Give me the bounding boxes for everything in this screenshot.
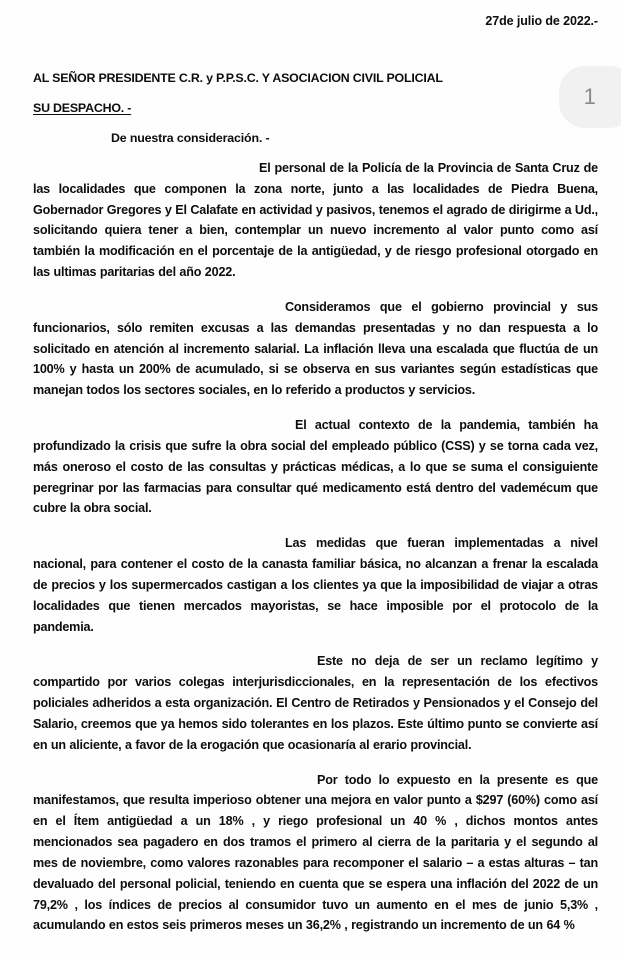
despacho-text: SU DESPACHO. - xyxy=(33,101,132,115)
document-despacho xyxy=(33,101,131,115)
body-paragraph: Las medidas que fueran implementadas a nivel nacional, para contener el costo de la canasta familiar básica, no alcanzan a frenar la escalada de precios y los supermercados castigan a los clientes ya que la imposibilidad de viajar a otras localidades que tienen mercados mayoristas, se hace imposible por el protocolo de la pandemia. xyxy=(33,536,598,634)
document-addressee: AL SEÑOR PRESIDENTE C.R. y P.P.S.C. Y ASOCIACION CIVIL POLICIAL xyxy=(33,71,443,85)
body-paragraph: El actual contexto de la pandemia, también ha profundizado la crisis que sufre la obra social del empleado público (CSS) y se torna cada vez, más oneroso el costo de las consultas y prácticas médicas, a lo que se suma el consiguiente peregrinar por las farmacias para consultar qué medicamento está dentro del vademécum que cubre la obra social. xyxy=(33,418,598,516)
body-paragraph: El personal de la Policía de la Provincia de Santa Cruz de las localidades que componen la zona norte, junto a las localidades de Piedra Buena, Gobernador Gregores y El Calafate en actividad y pasivos, tenemos el agrado de dirigirme a Ud., solicitando quiera tener a bien, contemplar un nuevo incremento al valor punto como así también la modificación en el porcentaje de la antigüedad, y de riesgo profesional otorgado en las ultimas paritarias del año 2022. xyxy=(33,161,598,280)
body-paragraph: Este no deja de ser un reclamo legítimo y compartido por varios colegas interjurisdiccionales, en la representación de los efectivos policiales adheridos a esta organización. El Centro de Retirados y Pensionados y el Consejo del Salario, creemos que ya hemos sido tolerantes en los plazos. Este último punto se convierte así en un aliciente, a favor de la erogación que ocasionaría al erario provincial. xyxy=(33,654,598,752)
body-paragraph: Por todo lo expuesto en la presente es que manifestamos, que resulta imperioso obtener una mejora en valor punto a $297 (60%) como así en el Ítem antigüedad a un 18% , y riego profesional un 40 % , dichos montos antes mencionados sea pagadero en dos tramos el primero al cierra de la paritaria y el segundo al mes de noviembre, como valores razonables para recomponer el salario – a estas alturas – tan devaluado del personal policial, teniendo en cuenta que se espera una inflación del 2022 de un 79,2% , los índices de precios al consumidor tuvo un aumento en el mes de junio 5,3% , acumulando en estos seis primeros meses un 36,2% , registrando un incremento de un 64 % xyxy=(33,772,598,933)
body-paragraph: Consideramos que el gobierno provincial y sus funcionarios, sólo remiten excusas a las demandas presentadas y no dan respuesta a lo solicitado en atención al incremento salarial. La inflación lleva una escalada que fluctúa de un 100% y hasta un 200% de acumulado, si se observa en sus variantes según estadísticas que manejan todos los sectores sociales, en lo referido a productos y servicios. xyxy=(33,299,598,398)
page-number-badge xyxy=(559,66,621,128)
document-date: 27de julio de 2022.- xyxy=(485,14,598,28)
document-salutation: De nuestra consideración. - xyxy=(111,131,270,145)
document-body xyxy=(33,158,598,936)
page-number-value: 1 xyxy=(583,84,597,109)
